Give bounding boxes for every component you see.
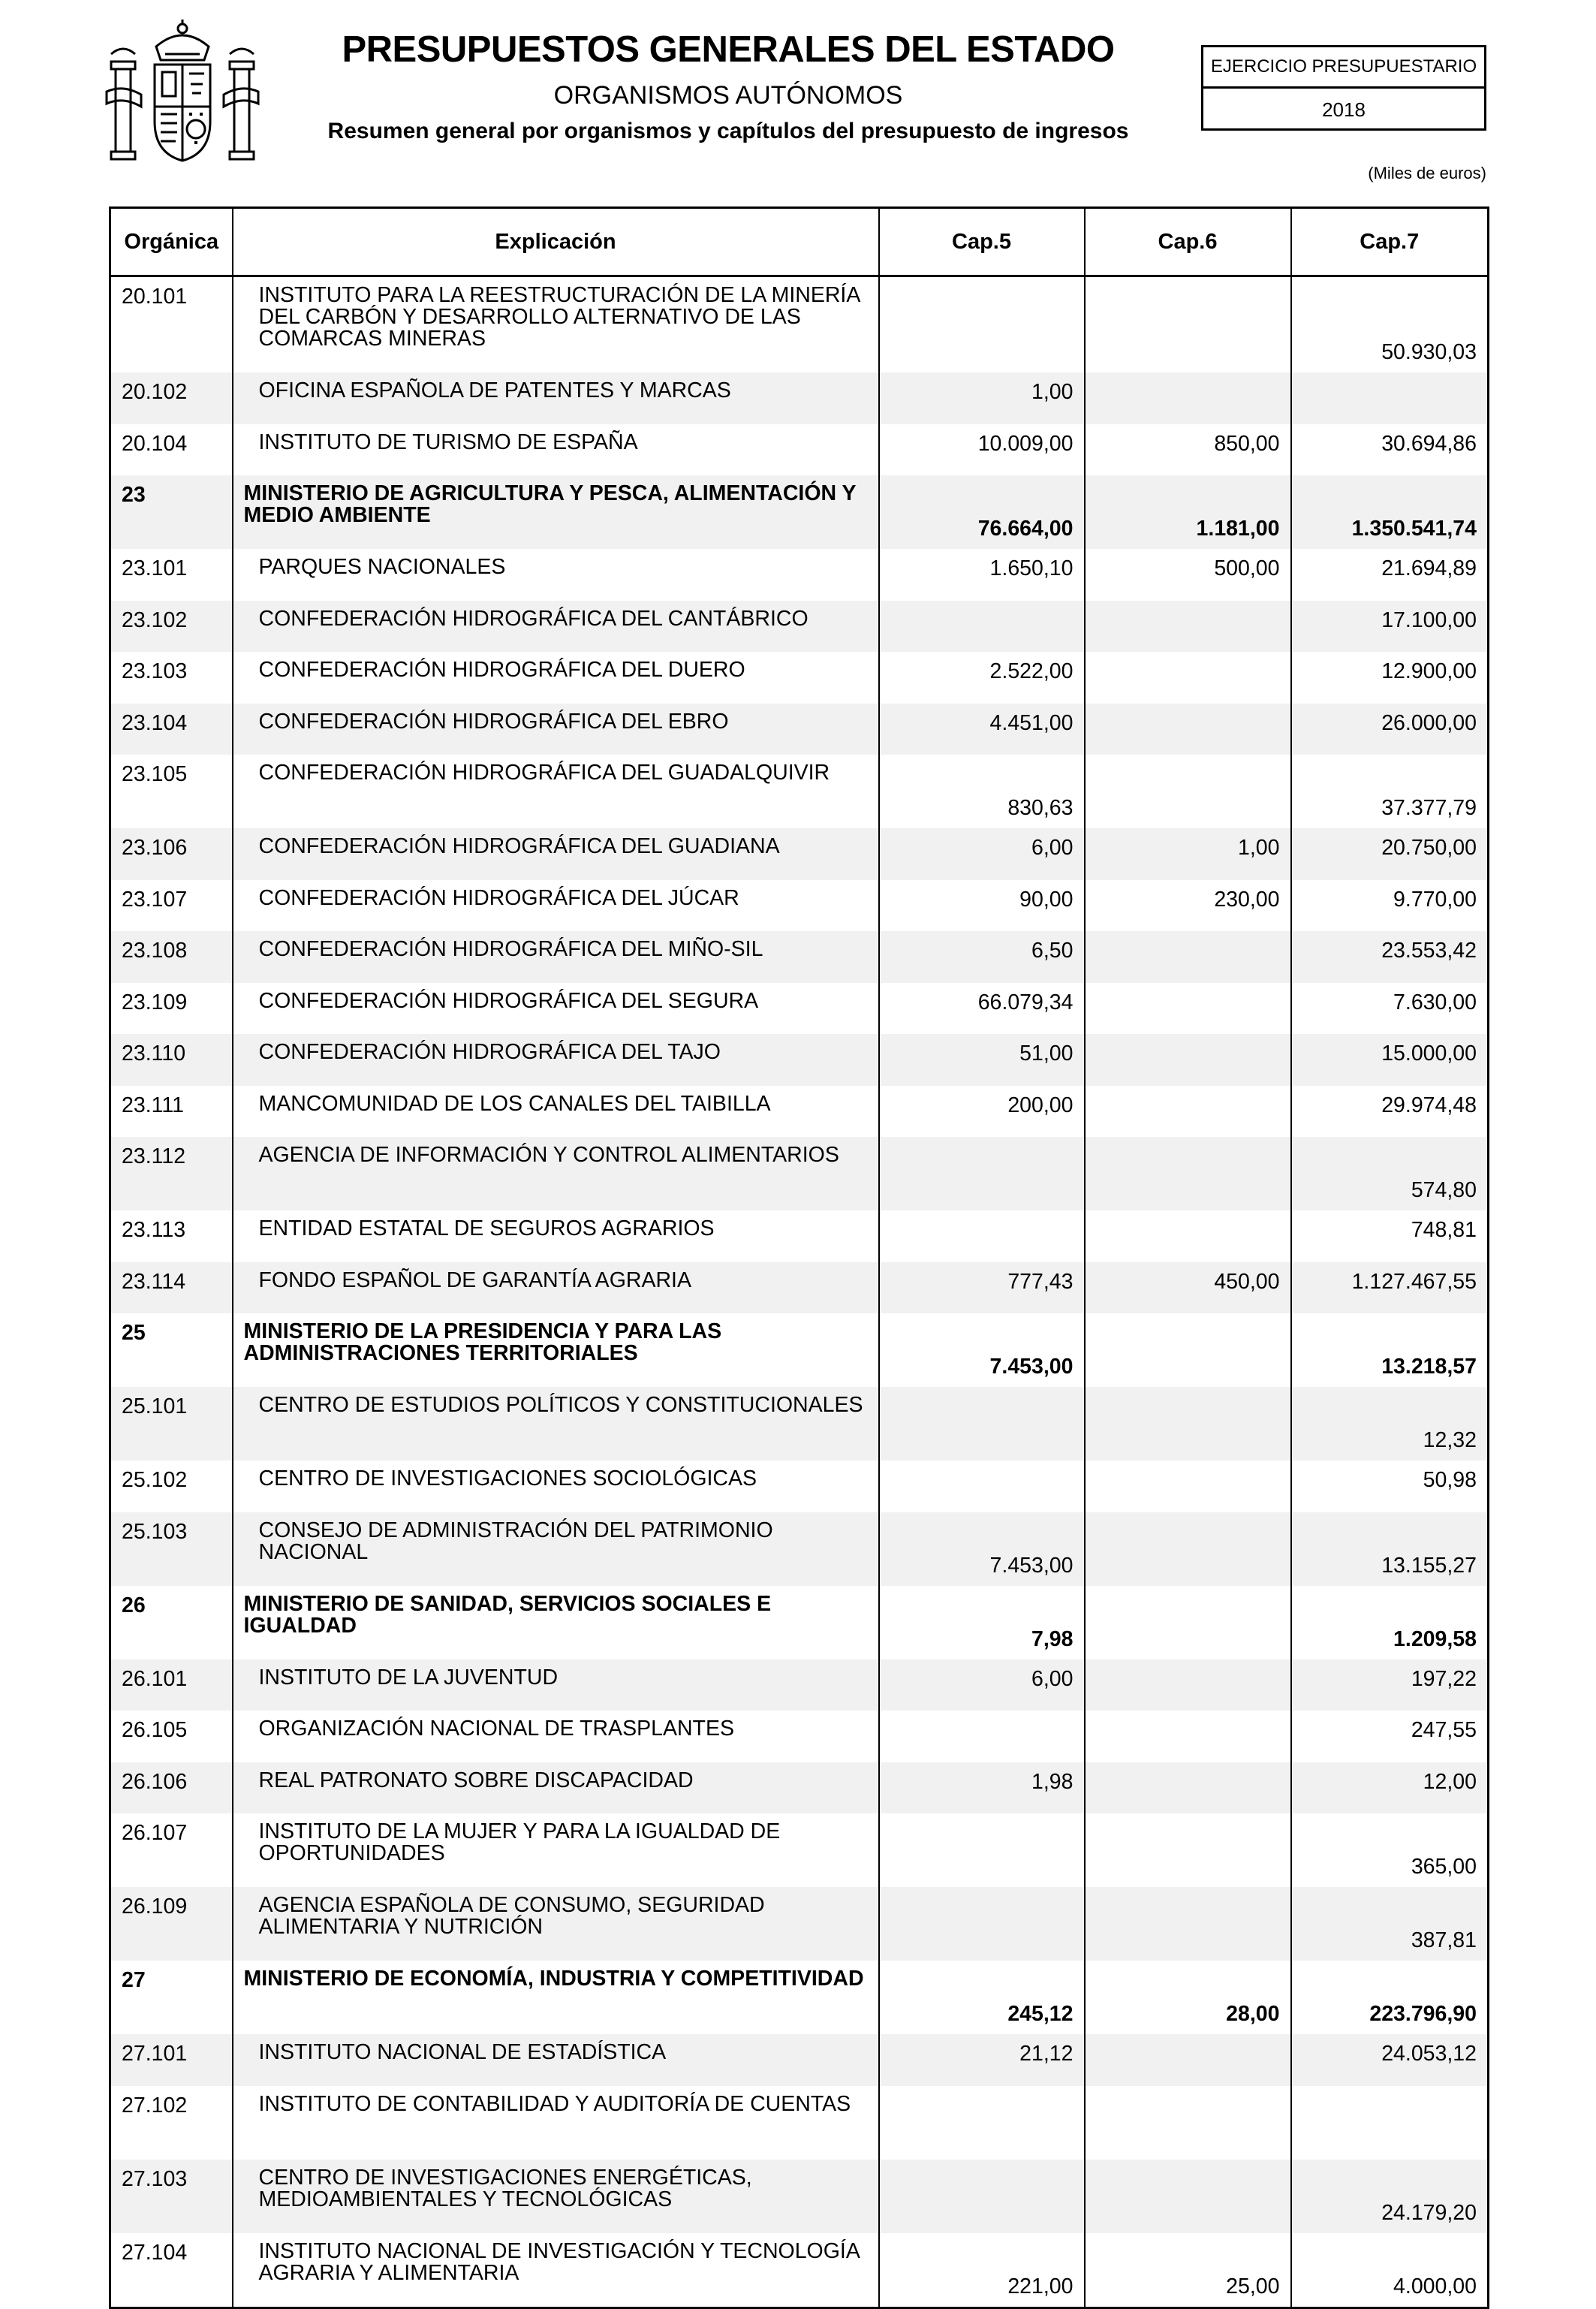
column-header-cap7: Cap.7	[1291, 208, 1489, 276]
cell-cap6: 230,00	[1085, 880, 1291, 932]
table-row	[110, 1262, 1489, 1314]
table-section-row	[110, 1313, 1489, 1387]
table-section-row	[110, 1961, 1489, 2034]
cell-cap6	[1085, 1512, 1291, 1586]
cell-explicacion: CONFEDERACIÓN HIDROGRÁFICA DEL SEGURA	[233, 983, 879, 1035]
cell-organica: 23.104	[110, 704, 233, 755]
cell-cap7: 29.974,48	[1291, 1086, 1489, 1138]
cell-organica: 25.102	[110, 1460, 233, 1512]
table-row	[110, 652, 1489, 704]
cell-cap5: 51,00	[879, 1034, 1085, 1086]
cell-cap5	[879, 1210, 1085, 1262]
cell-organica: 26.109	[110, 1887, 233, 1961]
cell-organica: 27.104	[110, 2233, 233, 2308]
cell-cap6	[1085, 276, 1291, 373]
cell-cap5: 90,00	[879, 880, 1085, 932]
table-row	[110, 276, 1489, 373]
column-header-explicacion: Explicación	[233, 208, 879, 276]
cell-cap7: 23.553,42	[1291, 931, 1489, 983]
units-label: (Miles de euros)	[1368, 164, 1486, 182]
cell-cap7: 223.796,90	[1291, 1961, 1489, 2034]
cell-organica: 23.110	[110, 1034, 233, 1086]
cell-explicacion: INSTITUTO NACIONAL DE ESTADÍSTICA	[233, 2034, 879, 2086]
cell-cap5: 6,50	[879, 931, 1085, 983]
cell-organica: 23.107	[110, 880, 233, 932]
table-row	[110, 2233, 1489, 2308]
cell-organica: 23.108	[110, 931, 233, 983]
cell-explicacion: CONFEDERACIÓN HIDROGRÁFICA DEL DUERO	[233, 652, 879, 704]
cell-cap6	[1085, 704, 1291, 755]
table-row	[110, 704, 1489, 755]
cell-cap7: 17.100,00	[1291, 601, 1489, 653]
cell-cap6	[1085, 1387, 1291, 1460]
cell-organica: 26.101	[110, 1659, 233, 1711]
cell-explicacion: MANCOMUNIDAD DE LOS CANALES DEL TAIBILLA	[233, 1086, 879, 1138]
cell-cap5: 21,12	[879, 2034, 1085, 2086]
cell-cap7: 24.053,12	[1291, 2034, 1489, 2086]
cell-cap6	[1085, 2034, 1291, 2086]
cell-cap7: 365,00	[1291, 1813, 1489, 1887]
budget-year-label: EJERCICIO PRESUPUESTARIO	[1203, 47, 1484, 89]
table-row	[110, 601, 1489, 653]
cell-cap7: 26.000,00	[1291, 704, 1489, 755]
cell-cap6	[1085, 755, 1291, 828]
cell-cap7: 12.900,00	[1291, 652, 1489, 704]
cell-explicacion: CENTRO DE INVESTIGACIONES SOCIOLÓGICAS	[233, 1460, 879, 1512]
cell-cap6: 500,00	[1085, 549, 1291, 601]
budget-table	[109, 206, 1489, 2309]
cell-explicacion: ENTIDAD ESTATAL DE SEGUROS AGRARIOS	[233, 1210, 879, 1262]
cell-cap6	[1085, 1034, 1291, 1086]
cell-explicacion: FONDO ESPAÑOL DE GARANTÍA AGRARIA	[233, 1262, 879, 1314]
cell-cap5: 2.522,00	[879, 652, 1085, 704]
cell-explicacion: INSTITUTO DE CONTABILIDAD Y AUDITORÍA DE CUENTAS	[233, 2086, 879, 2160]
cell-cap6	[1085, 1887, 1291, 1961]
cell-explicacion: INSTITUTO DE LA MUJER Y PARA LA IGUALDAD DE OPORTUNIDADES	[233, 1813, 879, 1887]
cell-organica: 26	[110, 1586, 233, 1659]
table-row	[110, 1512, 1489, 1586]
cell-cap6	[1085, 372, 1291, 424]
cell-cap5: 830,63	[879, 755, 1085, 828]
cell-cap5: 200,00	[879, 1086, 1085, 1138]
cell-explicacion: MINISTERIO DE SANIDAD, SERVICIOS SOCIALES E IGUALDAD	[233, 1586, 879, 1659]
cell-organica: 26.106	[110, 1762, 233, 1814]
cell-cap6: 1,00	[1085, 828, 1291, 880]
cell-cap5: 221,00	[879, 2233, 1085, 2308]
cell-explicacion: CONFEDERACIÓN HIDROGRÁFICA DEL GUADIANA	[233, 828, 879, 880]
cell-cap5: 777,43	[879, 1262, 1085, 1314]
table-row	[110, 828, 1489, 880]
cell-cap6: 1.181,00	[1085, 475, 1291, 549]
cell-cap5: 10.009,00	[879, 424, 1085, 476]
cell-cap6	[1085, 983, 1291, 1035]
cell-cap7: 387,81	[1291, 1887, 1489, 1961]
cell-cap5: 1,00	[879, 372, 1085, 424]
cell-cap7: 12,00	[1291, 1762, 1489, 1814]
table-row	[110, 1387, 1489, 1460]
table-section-row	[110, 1586, 1489, 1659]
cell-organica: 25	[110, 1313, 233, 1387]
cell-explicacion: PARQUES NACIONALES	[233, 549, 879, 601]
page-title: PRESUPUESTOS GENERALES DEL ESTADO	[342, 29, 1115, 70]
table-row	[110, 1137, 1489, 1210]
cell-cap6	[1085, 1313, 1291, 1387]
cell-cap6	[1085, 1586, 1291, 1659]
cell-cap5	[879, 1711, 1085, 1762]
cell-explicacion: MINISTERIO DE ECONOMÍA, INDUSTRIA Y COMPETITIVIDAD	[233, 1961, 879, 2034]
cell-explicacion: REAL PATRONATO SOBRE DISCAPACIDAD	[233, 1762, 879, 1814]
cell-cap7: 1.127.467,55	[1291, 1262, 1489, 1314]
table-row	[110, 549, 1489, 601]
cell-organica: 20.101	[110, 276, 233, 373]
cell-cap6	[1085, 931, 1291, 983]
table-row	[110, 1034, 1489, 1086]
cell-organica: 25.101	[110, 1387, 233, 1460]
cell-explicacion: OFICINA ESPAÑOLA DE PATENTES Y MARCAS	[233, 372, 879, 424]
table-row	[110, 2034, 1489, 2086]
cell-organica: 26.107	[110, 1813, 233, 1887]
cell-cap6	[1085, 1813, 1291, 1887]
table-row	[110, 372, 1489, 424]
cell-cap5: 7.453,00	[879, 1512, 1085, 1586]
cell-cap7: 37.377,79	[1291, 755, 1489, 828]
cell-cap7: 50,98	[1291, 1460, 1489, 1512]
cell-cap5: 4.451,00	[879, 704, 1085, 755]
cell-cap5: 6,00	[879, 828, 1085, 880]
table-row	[110, 880, 1489, 932]
cell-cap5	[879, 1460, 1085, 1512]
cell-cap7	[1291, 2086, 1489, 2160]
cell-cap6	[1085, 1137, 1291, 1210]
table-row	[110, 1659, 1489, 1711]
cell-cap7: 15.000,00	[1291, 1034, 1489, 1086]
cell-cap5: 1,98	[879, 1762, 1085, 1814]
cell-explicacion: AGENCIA DE INFORMACIÓN Y CONTROL ALIMENTARIOS	[233, 1137, 879, 1210]
cell-cap7: 24.179,20	[1291, 2160, 1489, 2233]
cell-explicacion: CENTRO DE INVESTIGACIONES ENERGÉTICAS, MEDIOAMBIENTALES Y TECNOLÓGICAS	[233, 2160, 879, 2233]
cell-cap5: 245,12	[879, 1961, 1085, 2034]
cell-cap5	[879, 2160, 1085, 2233]
cell-cap7: 13.218,57	[1291, 1313, 1489, 1387]
cell-organica: 27.102	[110, 2086, 233, 2160]
cell-organica: 26.105	[110, 1711, 233, 1762]
cell-cap5	[879, 601, 1085, 653]
table-row	[110, 1887, 1489, 1961]
cell-organica: 23.109	[110, 983, 233, 1035]
cell-cap6	[1085, 1210, 1291, 1262]
cell-cap7: 247,55	[1291, 1711, 1489, 1762]
table-row	[110, 1711, 1489, 1762]
cell-cap5	[879, 1137, 1085, 1210]
cell-organica: 23.111	[110, 1086, 233, 1138]
budget-year-value: 2018	[1322, 98, 1366, 121]
cell-cap7: 13.155,27	[1291, 1512, 1489, 1586]
cell-cap7: 748,81	[1291, 1210, 1489, 1262]
cell-cap5	[879, 1887, 1085, 1961]
table-row	[110, 424, 1489, 476]
cell-cap6	[1085, 1460, 1291, 1512]
budget-year-box	[1201, 45, 1486, 131]
cell-organica: 27.101	[110, 2034, 233, 2086]
cell-cap7: 7.630,00	[1291, 983, 1489, 1035]
cell-cap7	[1291, 372, 1489, 424]
cell-explicacion: CONFEDERACIÓN HIDROGRÁFICA DEL TAJO	[233, 1034, 879, 1086]
table-row	[110, 2086, 1489, 2160]
cell-cap7: 1.350.541,74	[1291, 475, 1489, 549]
cell-cap6: 850,00	[1085, 424, 1291, 476]
cell-cap6	[1085, 601, 1291, 653]
cell-cap7: 50.930,03	[1291, 276, 1489, 373]
cell-cap6: 450,00	[1085, 1262, 1291, 1314]
cell-cap7: 21.694,89	[1291, 549, 1489, 601]
cell-organica: 23.103	[110, 652, 233, 704]
table-row	[110, 931, 1489, 983]
cell-cap5	[879, 276, 1085, 373]
table-body	[110, 276, 1489, 2308]
page-subtitle: ORGANISMOS AUTÓNOMOS	[553, 81, 903, 110]
cell-cap6	[1085, 2086, 1291, 2160]
column-header-organica: Orgánica	[110, 208, 233, 276]
cell-cap5	[879, 2086, 1085, 2160]
table-row	[110, 755, 1489, 828]
cell-cap5: 7.453,00	[879, 1313, 1085, 1387]
column-header-cap6: Cap.6	[1085, 208, 1291, 276]
cell-organica: 20.102	[110, 372, 233, 424]
cell-explicacion: INSTITUTO NACIONAL DE INVESTIGACIÓN Y TECNOLOGÍA AGRARIA Y ALIMENTARIA	[233, 2233, 879, 2308]
cell-cap7: 1.209,58	[1291, 1586, 1489, 1659]
column-header-cap5: Cap.5	[879, 208, 1085, 276]
page-description: Resumen general por organismos y capítulos del presupuesto de ingresos	[327, 119, 1129, 143]
cell-organica: 27	[110, 1961, 233, 2034]
cell-explicacion: INSTITUTO PARA LA REESTRUCTURACIÓN DE LA MINERÍA DEL CARBÓN Y DESARROLLO ALTERNATIVO DE LAS COMARCAS MINERAS	[233, 276, 879, 373]
cell-explicacion: CONFEDERACIÓN HIDROGRÁFICA DEL JÚCAR	[233, 880, 879, 932]
coat-of-arms-icon	[105, 17, 260, 167]
cell-organica: 23.101	[110, 549, 233, 601]
cell-organica: 23.113	[110, 1210, 233, 1262]
cell-organica: 23.112	[110, 1137, 233, 1210]
cell-cap7: 4.000,00	[1291, 2233, 1489, 2308]
cell-cap7: 20.750,00	[1291, 828, 1489, 880]
cell-explicacion: MINISTERIO DE AGRICULTURA Y PESCA, ALIMENTACIÓN Y MEDIO AMBIENTE	[233, 475, 879, 549]
cell-cap6	[1085, 1711, 1291, 1762]
cell-organica: 23.102	[110, 601, 233, 653]
table-row	[110, 1210, 1489, 1262]
cell-organica: 23.106	[110, 828, 233, 880]
cell-cap6: 25,00	[1085, 2233, 1291, 2308]
cell-explicacion: INSTITUTO DE TURISMO DE ESPAÑA	[233, 424, 879, 476]
cell-explicacion: CONFEDERACIÓN HIDROGRÁFICA DEL EBRO	[233, 704, 879, 755]
table-row	[110, 1813, 1489, 1887]
cell-cap7: 12,32	[1291, 1387, 1489, 1460]
cell-organica: 23	[110, 475, 233, 549]
table-row	[110, 2160, 1489, 2233]
cell-cap6	[1085, 652, 1291, 704]
table-header-row	[110, 208, 1489, 276]
document-header	[0, 0, 1596, 203]
table-row	[110, 983, 1489, 1035]
cell-explicacion: AGENCIA ESPAÑOLA DE CONSUMO, SEGURIDAD ALIMENTARIA Y NUTRICIÓN	[233, 1887, 879, 1961]
cell-explicacion: MINISTERIO DE LA PRESIDENCIA Y PARA LAS ADMINISTRACIONES TERRITORIALES	[233, 1313, 879, 1387]
cell-cap5	[879, 1813, 1085, 1887]
cell-cap5: 76.664,00	[879, 475, 1085, 549]
cell-cap6	[1085, 1086, 1291, 1138]
cell-cap6	[1085, 1762, 1291, 1814]
table-row	[110, 1762, 1489, 1814]
cell-cap5: 6,00	[879, 1659, 1085, 1711]
cell-cap6	[1085, 1659, 1291, 1711]
table-section-row	[110, 475, 1489, 549]
cell-cap5: 66.079,34	[879, 983, 1085, 1035]
cell-cap6: 28,00	[1085, 1961, 1291, 2034]
cell-explicacion: CONFEDERACIÓN HIDROGRÁFICA DEL CANTÁBRICO	[233, 601, 879, 653]
cell-organica: 25.103	[110, 1512, 233, 1586]
cell-cap7: 197,22	[1291, 1659, 1489, 1711]
cell-organica: 27.103	[110, 2160, 233, 2233]
cell-organica: 23.114	[110, 1262, 233, 1314]
cell-explicacion: CONSEJO DE ADMINISTRACIÓN DEL PATRIMONIO NACIONAL	[233, 1512, 879, 1586]
table-row	[110, 1460, 1489, 1512]
cell-cap5: 7,98	[879, 1586, 1085, 1659]
cell-cap7: 574,80	[1291, 1137, 1489, 1210]
cell-cap6	[1085, 2160, 1291, 2233]
cell-organica: 23.105	[110, 755, 233, 828]
cell-cap7: 30.694,86	[1291, 424, 1489, 476]
cell-explicacion: CONFEDERACIÓN HIDROGRÁFICA DEL GUADALQUIVIR	[233, 755, 879, 828]
table-row	[110, 1086, 1489, 1138]
cell-explicacion: INSTITUTO DE LA JUVENTUD	[233, 1659, 879, 1711]
cell-explicacion: ORGANIZACIÓN NACIONAL DE TRASPLANTES	[233, 1711, 879, 1762]
cell-explicacion: CONFEDERACIÓN HIDROGRÁFICA DEL MIÑO-SIL	[233, 931, 879, 983]
cell-cap7: 9.770,00	[1291, 880, 1489, 932]
cell-cap5: 1.650,10	[879, 549, 1085, 601]
cell-organica: 20.104	[110, 424, 233, 476]
cell-explicacion: CENTRO DE ESTUDIOS POLÍTICOS Y CONSTITUCIONALES	[233, 1387, 879, 1460]
cell-cap5	[879, 1387, 1085, 1460]
